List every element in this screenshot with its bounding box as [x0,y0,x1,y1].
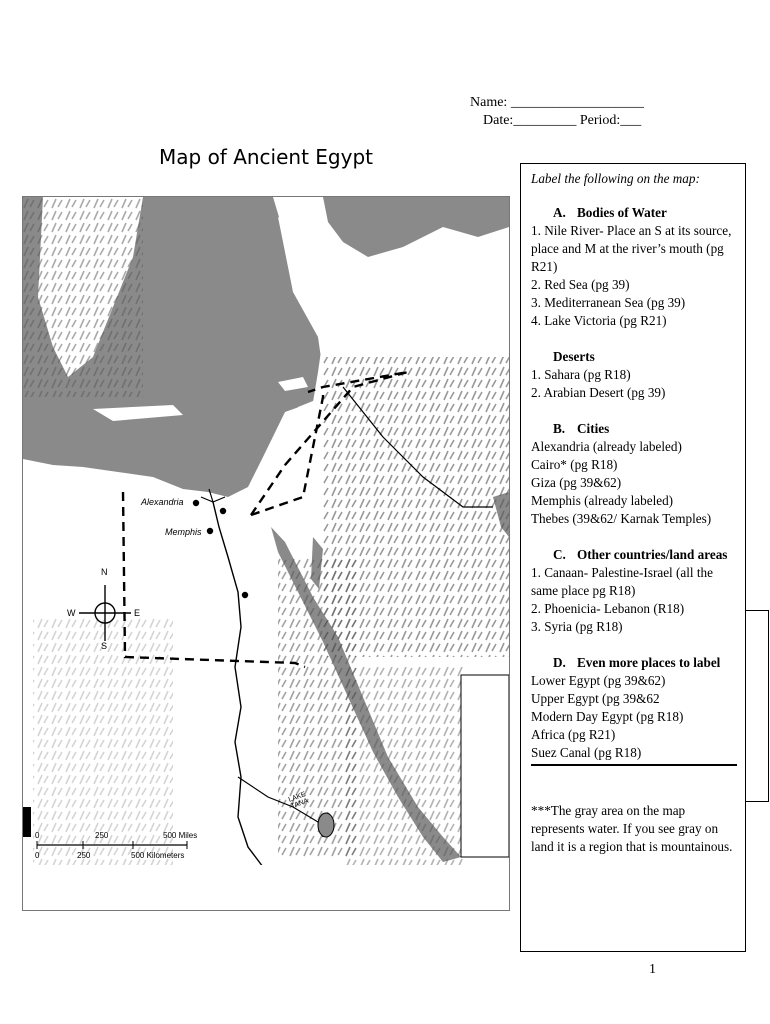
section-b-letter: B. [553,421,566,436]
lake-tana [318,813,334,837]
map-label-memphis: Memphis [165,527,202,537]
land-area-item: 1. Canaan- Palestine-Israel (all the same place pg R18) [531,565,713,598]
place-item: Modern Day Egypt (pg R18) [531,709,684,724]
egypt-map [22,196,510,911]
date-label: Date: [483,113,514,128]
land-area-item: 2. Phoenicia- Lebanon (R18) [531,601,685,616]
land-area-item: 3. Syria (pg R18) [531,619,623,634]
compass-east: E [134,608,141,618]
period-label: Period: [579,113,621,128]
place-item: Lower Egypt (pg 39&62) [531,673,666,688]
section-a-heading [531,204,737,222]
scale-miles-0: 0 [35,831,40,840]
scale-miles-500: 500 Miles [163,831,198,840]
city-item: Memphis (already labeled) [531,493,674,508]
instructions-panel [520,163,746,952]
scale-km-500: 500 Kilometers [131,851,185,860]
section-c-letter: C. [553,547,566,562]
place-item: Africa (pg R21) [531,727,616,742]
place-item: Suez Canal (pg R18) [531,745,642,760]
student-info-header [470,94,644,130]
map-drawing [23,197,509,910]
black-sea [323,197,509,257]
deserts-heading: Deserts [553,349,595,364]
date-row [470,112,644,130]
nile-river [213,502,263,867]
margin-bracket [746,610,769,802]
section-a-item: 4. Lake Victoria (pg R21) [531,313,667,328]
scale-km-0: 0 [35,851,40,860]
deserts-item: 2. Arabian Desert (pg 39) [531,385,666,400]
panel-intro: Label the following on the map: [531,171,700,186]
name-label: Name: [470,95,508,110]
deserts-item: 1. Sahara (pg R18) [531,367,631,382]
section-divider [531,764,737,766]
section-a-item: 3. Mediterranean Sea (pg 39) [531,295,686,310]
map-label-lake-tana: LAKE TANA [287,791,310,811]
name-row [470,94,644,112]
date-blank[interactable]: _________ [513,113,577,128]
city-item: Thebes (39&62/ Karnak Temples) [531,511,712,526]
city-item: Giza (pg 39&62) [531,475,622,490]
section-a-letter: A. [553,205,566,220]
compass-north: N [101,567,108,577]
city-item: Alexandria (already labeled) [531,439,682,454]
compass-west: W [67,608,76,618]
scale-km-250: 250 [77,851,91,860]
section-a-title: Bodies of Water [577,205,667,220]
scale-miles-250: 250 [95,831,109,840]
map-label-alexandria: Alexandria [141,497,184,507]
compass-south: S [101,641,108,651]
page-number: 1 [649,962,656,977]
section-d-heading [531,654,737,672]
section-c-heading [531,546,737,564]
period-blank[interactable]: ___ [620,113,642,128]
section-b-title: Cities [577,421,610,436]
page-title: Map of Ancient Egypt [159,145,373,169]
section-d-letter: D. [553,655,566,670]
section-c-title: Other countries/land areas [577,547,728,562]
place-item: Upper Egypt (pg 39&62 [531,691,660,706]
name-blank[interactable]: ___________________ [510,95,644,110]
section-a-item: 1. Nile River- Place an S at its source, place and M at the river’s mouth (pg R21) [531,223,732,274]
section-b-heading [531,420,737,438]
city-item: Cairo* (pg R18) [531,457,618,472]
water-note: ***The gray area on the map represents water. If you see gray on land it is a region that is mountainous. [531,803,733,854]
section-d-title: Even more places to label [577,655,721,670]
section-a-item: 2. Red Sea (pg 39) [531,277,630,292]
